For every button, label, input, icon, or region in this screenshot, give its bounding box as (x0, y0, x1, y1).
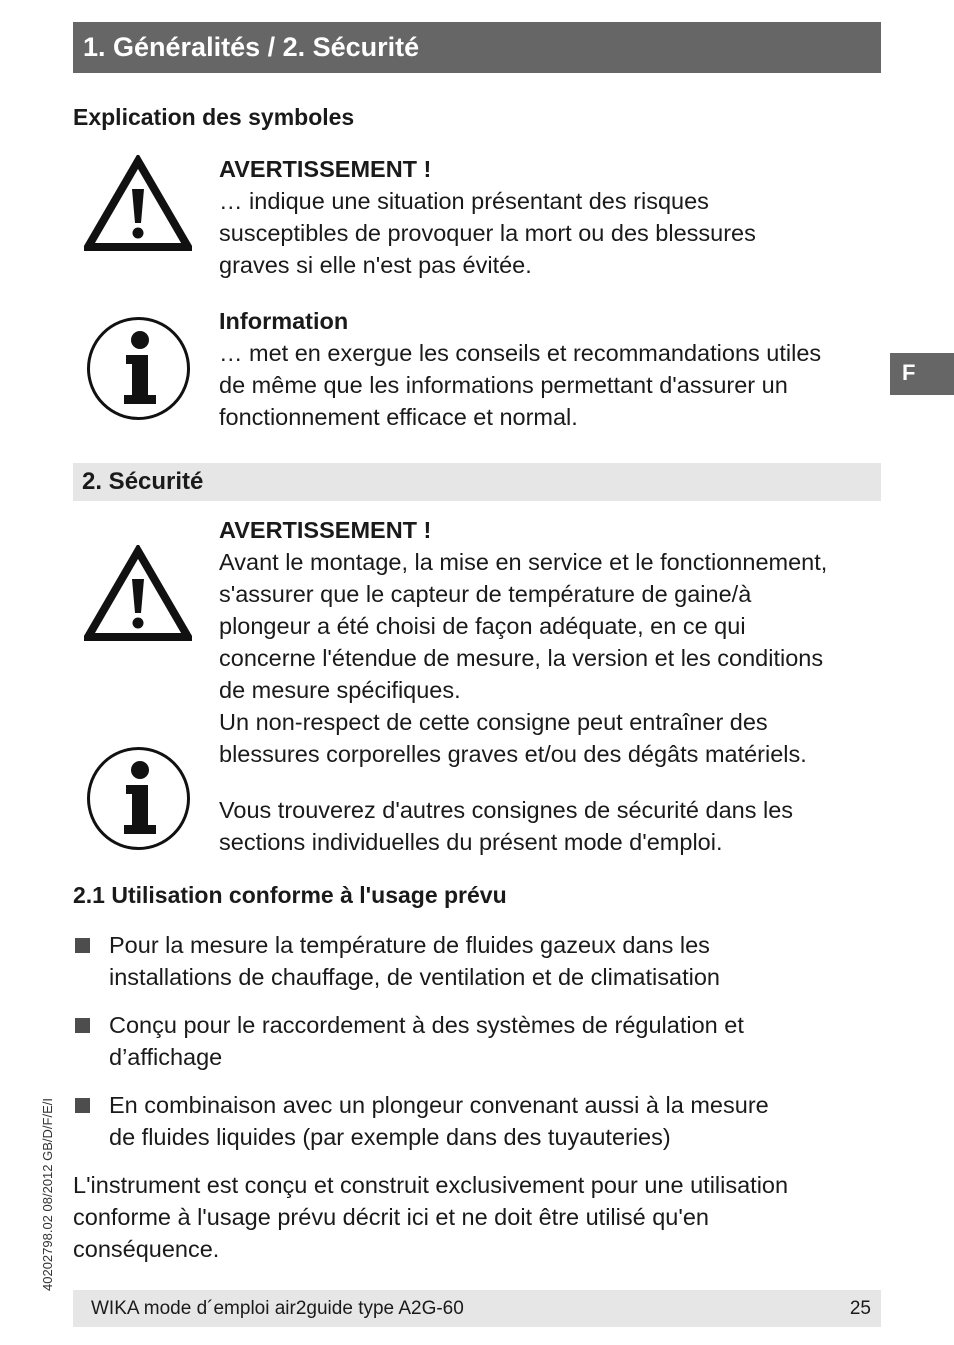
symbol-information-text (219, 305, 821, 433)
text-line: fonctionnement efficace et normal. (219, 404, 578, 430)
text-line: conséquence. (73, 1236, 220, 1262)
text-line: Un non-respect de cette consigne peut entraîner des (219, 709, 768, 735)
text-line: d’affichage (109, 1044, 223, 1070)
bullet-square-icon (75, 938, 90, 953)
text-line: s'assurer que le capteur de température de gaine/à (219, 581, 752, 607)
page-title: 1. Généralités / 2. Sécurité (73, 22, 881, 73)
text-line: sections individuelles du présent mode d'emploi. (219, 829, 723, 855)
footer-text: WIKA mode d´emploi air2guide type A2G-60 (91, 1298, 464, 1319)
text-line: susceptibles de provoquer la mort ou des blessures (219, 220, 756, 246)
information-icon (86, 746, 191, 851)
text-line: Conçu pour le raccordement à des systèmes de régulation et (109, 1012, 744, 1038)
bullet-square-icon (75, 1098, 90, 1113)
language-tab: F (890, 353, 954, 395)
information-title: Information (219, 308, 349, 334)
text-line: blessures corporelles graves et/ou des dégâts matériels. (219, 741, 807, 767)
text-line: installations de chauffage, de ventilation et de climatisation (109, 964, 720, 990)
warning-title: AVERTISSEMENT ! (219, 517, 432, 543)
symbols-heading: Explication des symboles (73, 104, 355, 130)
text-line: graves si elle n'est pas évitée. (219, 252, 532, 278)
security-info-text (219, 794, 793, 858)
text-line: de même que les informations permettant d'assurer un (219, 372, 788, 398)
section-heading-securite: 2. Sécurité (73, 463, 881, 501)
text-line: … met en exergue les conseils et recommandations utiles (219, 340, 822, 366)
text-line: En combinaison avec un plongeur convenant aussi à la mesure (109, 1092, 769, 1118)
intended-use-heading: 2.1 Utilisation conforme à l'usage prévu (73, 882, 507, 908)
text-line: Vous trouverez d'autres consignes de sécurité dans les (219, 797, 794, 823)
information-icon (86, 316, 191, 421)
text-line: de fluides liquides (par exemple dans des tuyauteries) (109, 1124, 671, 1150)
text-line: plongeur a été choisi de façon adéquate, en ce qui (219, 613, 746, 639)
text-line: L'instrument est conçu et construit exclusivement pour une utilisation (73, 1172, 789, 1198)
text-line: Avant le montage, la mise en service et le fonctionnement, (219, 549, 828, 575)
document-code: 40202798.02 08/2012 GB/D/F/E/I (40, 1098, 55, 1291)
text-line: conforme à l'usage prévu décrit ici et ne doit être utilisé qu'en (73, 1204, 709, 1230)
intended-use-paragraph (73, 1169, 873, 1265)
warning-icon (84, 545, 192, 642)
symbol-warning-text (219, 153, 756, 281)
page-number: 25 (849, 1298, 871, 1319)
warning-title: AVERTISSEMENT ! (219, 156, 432, 182)
bullet-square-icon (75, 1018, 90, 1033)
text-line: Pour la mesure la température de fluides gazeux dans les (109, 932, 710, 958)
text-line: de mesure spécifiques. (219, 677, 461, 703)
warning-icon (84, 155, 192, 252)
security-warning-text (219, 514, 827, 770)
text-line: … indique une situation présentant des risques (219, 188, 709, 214)
text-line: concerne l'étendue de mesure, la version et les conditions (219, 645, 824, 671)
footer (73, 1290, 881, 1327)
